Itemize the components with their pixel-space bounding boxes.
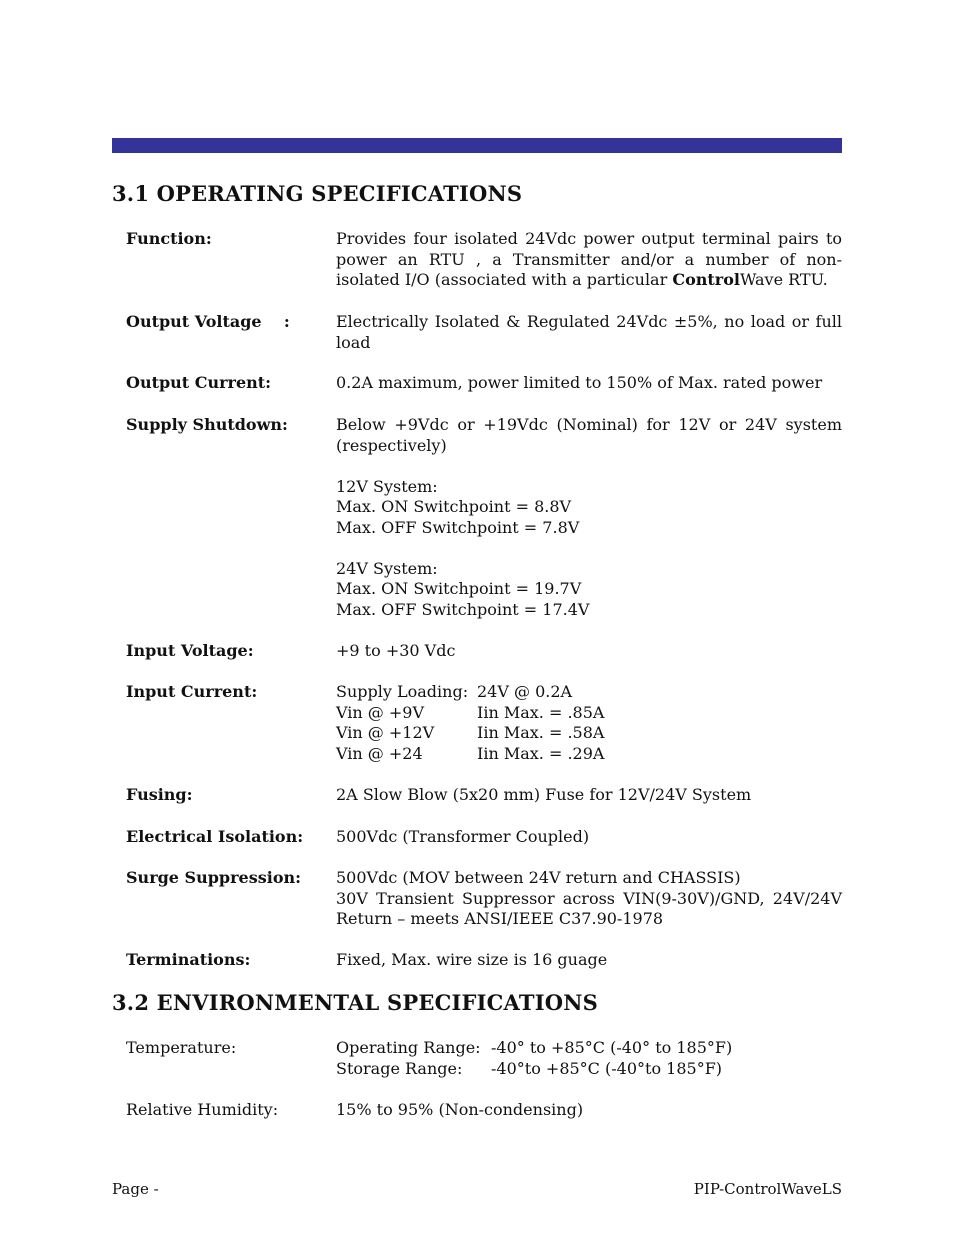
spec-label: Surge Suppression: xyxy=(126,868,302,887)
table-row: Operating Range: -40° to +85°C (-40° to 185°F) xyxy=(336,1038,733,1057)
table-row: Vin @ +9V Iin Max. = .85A xyxy=(336,702,605,722)
footer-document-id: PIP-ControlWaveLS xyxy=(693,1180,842,1198)
spec-label: Supply Shutdown: xyxy=(126,415,288,434)
section-heading-operating: 3.1 OPERATING SPECIFICATIONS xyxy=(112,181,523,206)
spec-value: 2A Slow Blow (5x20 mm) Fuse for 12V/24V System xyxy=(336,785,752,804)
header-rule xyxy=(112,138,842,153)
spec-value: 15% to 95% (Non-condensing) xyxy=(336,1100,584,1119)
table-row: Storage Range: -40°to +85°C (-40°to 185°F) xyxy=(336,1058,723,1078)
spec-label: Electrical Isolation: xyxy=(126,827,304,846)
spec-value: 500Vdc (Transformer Coupled) xyxy=(336,827,590,846)
section-heading-environmental: 3.2 ENVIRONMENTAL SPECIFICATIONS xyxy=(112,990,598,1015)
spec-value xyxy=(336,682,842,764)
spec-label: Fusing: xyxy=(126,785,193,804)
table-row: Vin @ +24 Iin Max. = .29A xyxy=(336,743,605,763)
spec-label: Temperature: xyxy=(126,1038,237,1057)
spec-value: Provides four isolated 24Vdc power output terminal pairs to power an RTU , a Transmitter and/or a number of non-isolated I/O (associated with a particular ControlWave RTU. xyxy=(336,229,842,289)
table-row: Vin @ +12V Iin Max. = .58A xyxy=(336,723,605,742)
spec-value: Electrically Isolated & Regulated 24Vdc ±5%, no load or full load xyxy=(336,312,842,352)
spec-value: 0.2A maximum, power limited to 150% of Max. rated power xyxy=(336,373,823,392)
spec-label: Output Current: xyxy=(126,373,272,392)
spec-value: +9 to +30 Vdc xyxy=(336,641,456,660)
spec-label: Output Voltage : xyxy=(126,312,290,331)
spec-value xyxy=(336,1038,842,1079)
spec-value: 500Vdc (MOV between 24V return and CHASSIS) 30V Transient Suppressor across VIN(9-30V)/GND, 24V/24V Return – meets ANSI/IEEE C37.90-1978 xyxy=(336,868,842,928)
table-row: Supply Loading: 24V @ 0.2A xyxy=(336,682,573,701)
spec-value: Fixed, Max. wire size is 16 guage xyxy=(336,950,608,969)
spec-label: Function: xyxy=(126,229,212,248)
footer-page-number: Page - xyxy=(112,1180,159,1198)
spec-label: Input Voltage: xyxy=(126,641,254,660)
spec-label: Input Current: xyxy=(126,682,258,701)
spec-label: Relative Humidity: xyxy=(126,1100,279,1119)
spec-label: Terminations: xyxy=(126,950,251,969)
spec-value: Below +9Vdc or +19Vdc (Nominal) for 12V or 24V system (respectively) 12V System: Max. ON Switchpoint = 8.8V Max. OFF Switchpoint = 7.8V 24V System: Max. ON Switchpoint = 19.7V Max. OFF Switchpoint = 17.4V xyxy=(336,415,842,619)
